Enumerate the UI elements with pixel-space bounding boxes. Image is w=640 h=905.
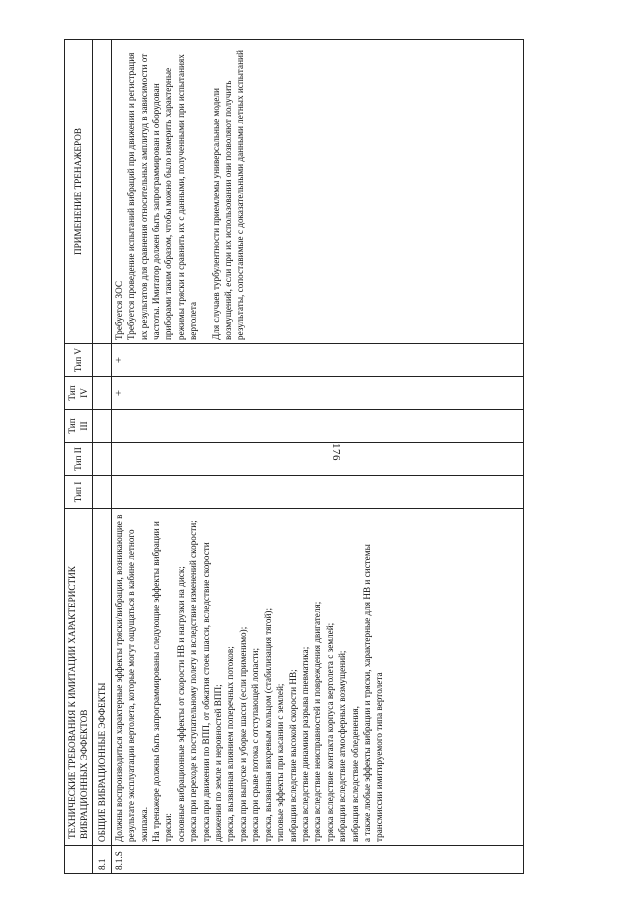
requirement-line: тряска, вызванная влиянием поперечных потоков;: [225, 646, 236, 842]
mark-type-4: +: [111, 377, 523, 410]
table-row: [111, 40, 523, 874]
mark-type-2: [111, 443, 523, 476]
section-number: 8.1: [92, 846, 111, 874]
header-num: [65, 846, 93, 874]
row-application: [111, 40, 523, 344]
header-application: ПРИМЕНЕНИЕ ТРЕНАЖЕРОВ: [65, 40, 93, 344]
requirement-line: На тренажере должны быть запрограммированы следующие эффекты вибрации и тряски:: [151, 521, 174, 842]
mark-type-3: [111, 410, 523, 443]
requirement-line: Должны воспроизводиться характерные эффекты тряски/вибрации, возникающие в результате эксплуатации вертолета, которые могут ощущаться в кабине летного экипажа.: [113, 514, 149, 842]
table-header-row: [65, 40, 93, 874]
requirement-line: а также любые эффекты вибрации и тряски, характерные для НВ и системы трансмиссии имитируемого типа вертолета: [361, 544, 385, 842]
section-row: [92, 40, 111, 874]
header-type-4: Тип IV: [65, 377, 93, 410]
application-line: Для случаев турбулентности приемлемы универсальные модели возмущений, если при их использовании они позволяют получить результаты, сопоставимые с доказательными данными летных испытаний: [210, 50, 246, 340]
requirement-line: основные вибрационные эффекты от скорости НВ и нагрузки на диск;: [175, 566, 186, 842]
requirement-line: тряска при срыве потока с отступающей лопасти;: [250, 647, 261, 842]
application-line: Требуется ЗОС: [113, 280, 124, 340]
row-requirements: [111, 509, 523, 846]
requirement-line: типовые эффекты при касании с землей;: [275, 683, 286, 842]
header-type-5: Тип V: [65, 344, 93, 377]
requirement-line: тряска вследствие динамики разрыва пневматика;: [299, 646, 310, 842]
requirement-line: тряска вследствие контакта корпуса вертолета с землей;: [324, 622, 335, 842]
header-type-3: Тип III: [65, 410, 93, 443]
header-type-2: Тип II: [65, 443, 93, 476]
requirement-line: тряска при выпуске и уборке шасси (если применимо);: [237, 626, 248, 842]
section-title: ОБЩИЕ ВИБРАЦИОННЫЕ ЭФФЕКТЫ: [92, 509, 111, 846]
header-type-1: Тип I: [65, 476, 93, 509]
requirements-table: [64, 39, 524, 874]
requirement-line: тряска при движении по ВПП, от обжатия стоек шасси, вследствие скорости движения по земле и неровностей ВПП;: [200, 542, 224, 842]
mark-type-1: [111, 476, 523, 509]
requirement-line: вибрации вследствие атмосферных возмущений;: [337, 650, 348, 842]
mark-type-5: +: [111, 344, 523, 377]
rotated-table-sheet: [64, 40, 554, 874]
row-number: 8.1.S: [111, 846, 523, 874]
requirement-line: тряска при переходе к поступательному полету и вследствие изменений скорости;: [188, 520, 199, 842]
requirement-line: вибрация вследствие обледенения,: [349, 706, 360, 842]
requirement-line: тряска вследствие неисправностей и повреждения двигателя;: [312, 601, 323, 842]
page-number: 176: [330, 443, 342, 461]
requirement-line: вибрации вследствие высокой скорости НВ;: [287, 669, 298, 842]
requirement-line: тряска, вызванная вихревым кольцом (стабилизация тягой);: [262, 607, 273, 842]
application-line: Требуется проведение испытаний вибраций при движении и регистрация их результатов для сравнения относительных амплитуд в зависимости от частоты. Имитатор должен быть запрограммирован и оборудован приборами таким образом, чтобы можно было измерить характерные режимы тряски и сравнить их с данными, полученными при испытаниях вертолета: [126, 52, 199, 340]
header-requirements: ТЕХНИЧЕСКИЕ ТРЕБОВАНИЯ К ИМИТАЦИИ ХАРАКТЕРИСТИК ВИБРАЦИОННЫХ ЭФФЕКТОВ: [65, 509, 93, 846]
paragraph-gap: [200, 43, 210, 340]
